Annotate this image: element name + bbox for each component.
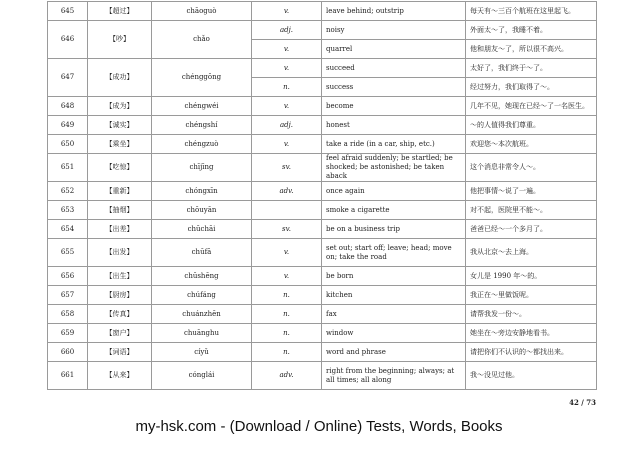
entry-example: 对不起，医院里不能～。 xyxy=(466,201,597,220)
entry-word: 【厨房】 xyxy=(88,286,152,305)
entry-word: 【乘坐】 xyxy=(88,135,152,154)
entry-example: 这个消息非常令人～。 xyxy=(466,154,597,182)
entry-number: 649 xyxy=(48,116,88,135)
entry-pinyin: chéngwéi xyxy=(152,97,252,116)
entry-english: once again xyxy=(322,182,466,201)
entry-word: 【出生】 xyxy=(88,267,152,286)
table-row xyxy=(48,59,597,78)
entry-part-of-speech: sv. xyxy=(252,154,322,182)
table-row xyxy=(48,97,597,116)
entry-pinyin: chǎo xyxy=(152,21,252,59)
entry-part-of-speech: v. xyxy=(252,97,322,116)
entry-pinyin: chūfā xyxy=(152,239,252,267)
entry-example: ～的人值得我们尊重。 xyxy=(466,116,597,135)
entry-english: leave behind; outstrip xyxy=(322,2,466,21)
vocabulary-table-body xyxy=(48,2,597,390)
entry-number: 661 xyxy=(48,362,88,390)
entry-pinyin: chéngzuò xyxy=(152,135,252,154)
entry-pinyin: chījīng xyxy=(152,154,252,182)
entry-example: 他和朋友～了，所以很不高兴。 xyxy=(466,40,597,59)
vocabulary-table xyxy=(47,1,597,390)
entry-word: 【从来】 xyxy=(88,362,152,390)
table-row xyxy=(48,220,597,239)
entry-pinyin: chúfáng xyxy=(152,286,252,305)
entry-example: 爸爸已经～一个多月了。 xyxy=(466,220,597,239)
entry-number: 653 xyxy=(48,201,88,220)
entry-number: 657 xyxy=(48,286,88,305)
entry-number: 652 xyxy=(48,182,88,201)
entry-part-of-speech: n. xyxy=(252,324,322,343)
table-row xyxy=(48,305,597,324)
entry-english: smoke a cigarette xyxy=(322,201,466,220)
entry-part-of-speech: v. xyxy=(252,59,322,78)
entry-example: 他把事情～说了一遍。 xyxy=(466,182,597,201)
entry-number: 647 xyxy=(48,59,88,97)
entry-english: word and phrase xyxy=(322,343,466,362)
entry-pinyin: chūshēng xyxy=(152,267,252,286)
entry-english: be born xyxy=(322,267,466,286)
entry-english: succeed xyxy=(322,59,466,78)
entry-part-of-speech: n. xyxy=(252,78,322,97)
entry-word: 【传真】 xyxy=(88,305,152,324)
entry-number: 658 xyxy=(48,305,88,324)
entry-english: honest xyxy=(322,116,466,135)
table-row xyxy=(48,362,597,390)
entry-pinyin: cónglái xyxy=(152,362,252,390)
entry-word: 【成功】 xyxy=(88,59,152,97)
entry-part-of-speech: n. xyxy=(252,305,322,324)
entry-part-of-speech: v. xyxy=(252,239,322,267)
entry-part-of-speech: n. xyxy=(252,286,322,305)
entry-part-of-speech xyxy=(252,201,322,220)
entry-pinyin: chénggōng xyxy=(152,59,252,97)
entry-example: 太好了，我们终于～了。 xyxy=(466,59,597,78)
table-row xyxy=(48,182,597,201)
table-row xyxy=(48,267,597,286)
entry-part-of-speech: adj. xyxy=(252,21,322,40)
entry-pinyin: chóngxīn xyxy=(152,182,252,201)
entry-part-of-speech: v. xyxy=(252,267,322,286)
entry-english: kitchen xyxy=(322,286,466,305)
entry-english: take a ride (in a car, ship, etc.) xyxy=(322,135,466,154)
footer-text: my-hsk.com - (Download / Online) Tests, Words, Books xyxy=(135,418,503,435)
entry-word: 【吃惊】 xyxy=(88,154,152,182)
entry-english: become xyxy=(322,97,466,116)
entry-english: feel afraid suddenly; be startled; be shocked; be astonished; be taken aback xyxy=(322,154,466,182)
entry-english: right from the beginning; always; at all times; all along xyxy=(322,362,466,390)
entry-part-of-speech: adj. xyxy=(252,116,322,135)
entry-english: success xyxy=(322,78,466,97)
page-number: 42 / 73 xyxy=(569,398,596,407)
entry-word: 【重新】 xyxy=(88,182,152,201)
entry-number: 659 xyxy=(48,324,88,343)
entry-number: 660 xyxy=(48,343,88,362)
entry-english: window xyxy=(322,324,466,343)
table-row xyxy=(48,324,597,343)
entry-example: 几年不见，她现在已经～了一名医生。 xyxy=(466,97,597,116)
entry-part-of-speech: v. xyxy=(252,135,322,154)
entry-word: 【抽烟】 xyxy=(88,201,152,220)
entry-word: 【窗户】 xyxy=(88,324,152,343)
entry-english: set out; start off; leave; head; move on; take the road xyxy=(322,239,466,267)
entry-english: fax xyxy=(322,305,466,324)
table-row xyxy=(48,286,597,305)
table-row xyxy=(48,21,597,40)
entry-example: 每天有～三百个航班在这里起飞。 xyxy=(466,2,597,21)
entry-word: 【诚实】 xyxy=(88,116,152,135)
entry-example: 请帮我发一份～。 xyxy=(466,305,597,324)
entry-example: 我正在～里做饭呢。 xyxy=(466,286,597,305)
entry-english: quarrel xyxy=(322,40,466,59)
entry-pinyin: chūchāi xyxy=(152,220,252,239)
table-row xyxy=(48,135,597,154)
entry-english: be on a business trip xyxy=(322,220,466,239)
entry-number: 646 xyxy=(48,21,88,59)
entry-number: 656 xyxy=(48,267,88,286)
entry-number: 645 xyxy=(48,2,88,21)
entry-example: 我从北京～去上海。 xyxy=(466,239,597,267)
entry-word: 【出差】 xyxy=(88,220,152,239)
entry-part-of-speech: sv. xyxy=(252,220,322,239)
entry-word: 【出发】 xyxy=(88,239,152,267)
entry-word: 【词语】 xyxy=(88,343,152,362)
entry-english: noisy xyxy=(322,21,466,40)
entry-pinyin: chuānghu xyxy=(152,324,252,343)
entry-example: 我～没见过他。 xyxy=(466,362,597,390)
entry-example: 外面太～了，我睡不着。 xyxy=(466,21,597,40)
entry-part-of-speech: v. xyxy=(252,2,322,21)
entry-word: 【超过】 xyxy=(88,2,152,21)
table-row xyxy=(48,116,597,135)
entry-pinyin: chōuyān xyxy=(152,201,252,220)
entry-part-of-speech: adv. xyxy=(252,362,322,390)
table-row xyxy=(48,201,597,220)
table-row xyxy=(48,154,597,182)
entry-example: 经过努力，我们取得了～。 xyxy=(466,78,597,97)
entry-part-of-speech: adv. xyxy=(252,182,322,201)
entry-pinyin: cíyǔ xyxy=(152,343,252,362)
table-row xyxy=(48,239,597,267)
entry-pinyin: chéngshí xyxy=(152,116,252,135)
entry-number: 654 xyxy=(48,220,88,239)
entry-example: 她坐在～旁边安静地看书。 xyxy=(466,324,597,343)
entry-number: 648 xyxy=(48,97,88,116)
table-row xyxy=(48,343,597,362)
entry-part-of-speech: v. xyxy=(252,40,322,59)
entry-number: 650 xyxy=(48,135,88,154)
entry-number: 651 xyxy=(48,154,88,182)
entry-part-of-speech: n. xyxy=(252,343,322,362)
entry-example: 请把你们不认识的～都找出来。 xyxy=(466,343,597,362)
entry-pinyin: chāoguò xyxy=(152,2,252,21)
entry-pinyin: chuánzhēn xyxy=(152,305,252,324)
entry-number: 655 xyxy=(48,239,88,267)
entry-example: 欢迎您～本次航班。 xyxy=(466,135,597,154)
entry-word: 【成为】 xyxy=(88,97,152,116)
entry-example: 女儿是 1990 年～的。 xyxy=(466,267,597,286)
entry-word: 【吵】 xyxy=(88,21,152,59)
table-row xyxy=(48,2,597,21)
